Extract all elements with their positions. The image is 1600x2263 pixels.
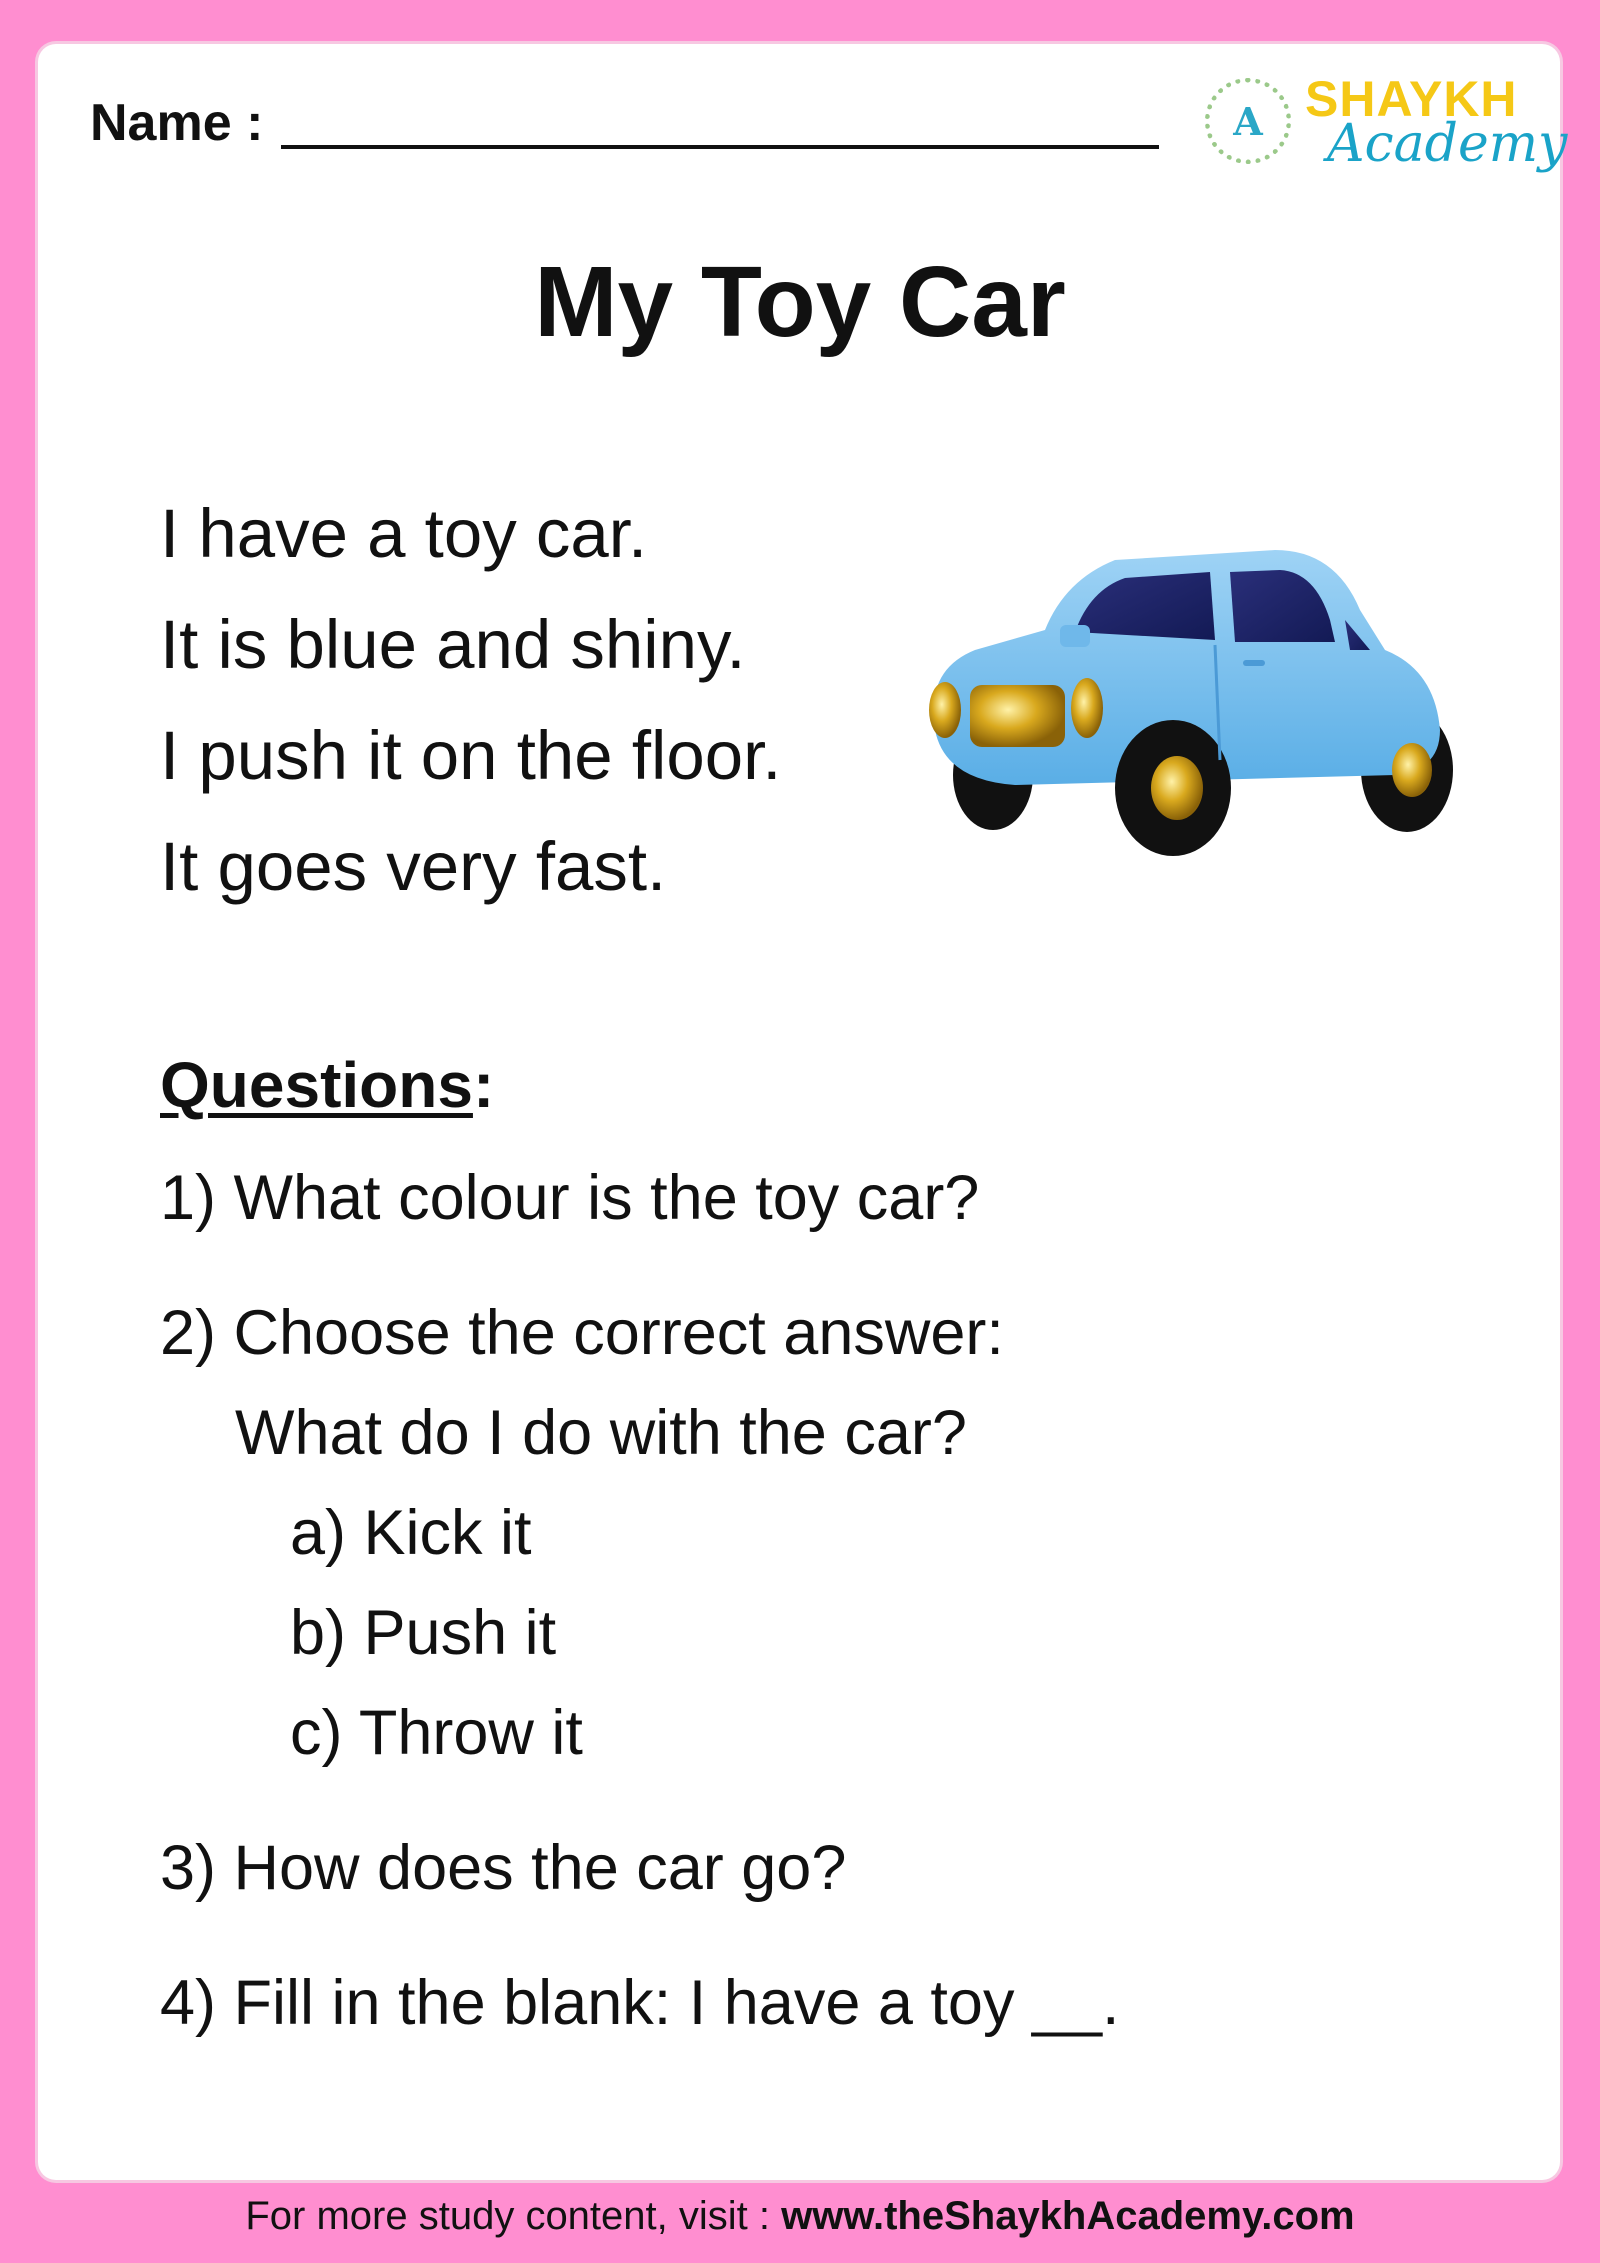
shaykh-academy-logo (1205, 71, 1568, 184)
name-row (90, 94, 1159, 152)
question-1: 1) What colour is the toy car? (160, 1163, 980, 1233)
question-2: 2) Choose the correct answer: (160, 1298, 1004, 1368)
footer-text: For more study content, visit : (245, 2194, 782, 2238)
questions-heading (160, 1050, 494, 1120)
logo-seal-letter: A (1233, 98, 1263, 144)
toy-car-illustration (915, 520, 1475, 860)
name-field-line[interactable] (281, 95, 1159, 149)
question-2-prompt: What do I do with the car? (235, 1398, 967, 1468)
questions-heading-colon: : (472, 1049, 495, 1121)
story-line: I have a toy car. (160, 495, 648, 572)
question-2-option-b[interactable]: b) Push it (290, 1598, 557, 1668)
logo-seal-icon (1205, 78, 1291, 164)
questions-heading-text: Questions (160, 1049, 473, 1121)
story-line: It goes very fast. (160, 828, 667, 905)
name-label: Name : (90, 94, 264, 152)
story-line: I push it on the floor. (160, 717, 782, 794)
question-4: 4) Fill in the blank: I have a toy __. (160, 1968, 1120, 2038)
footer-link[interactable]: www.theShaykhAcademy.com (781, 2194, 1355, 2238)
story-text (160, 478, 781, 922)
story-line: It is blue and shiny. (160, 606, 746, 683)
question-2-option-c[interactable]: c) Throw it (290, 1698, 583, 1768)
logo-text-shaykh: SHAYKH (1305, 71, 1518, 127)
logo-text-academy: Academy (1327, 114, 1568, 174)
question-2-option-a[interactable]: a) Kick it (290, 1498, 532, 1568)
footer (0, 2196, 1600, 2236)
page-title: My Toy Car (534, 246, 1066, 358)
question-3: 3) How does the car go? (160, 1833, 847, 1903)
